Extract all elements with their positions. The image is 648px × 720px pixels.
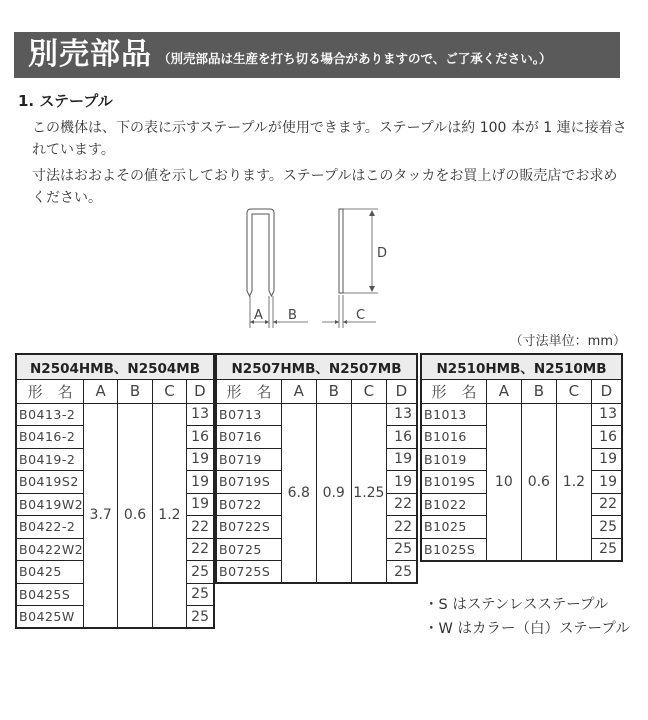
model-cell: B1013 (421, 403, 487, 426)
d-cell: 22 (186, 538, 214, 561)
d-cell: 16 (591, 426, 622, 449)
label-d: D (377, 246, 388, 261)
col-header-a: A (84, 379, 118, 403)
d-cell: 19 (386, 471, 417, 494)
d-cell: 19 (591, 448, 622, 471)
col-header-model: 形 名 (16, 379, 84, 403)
units-label: （寸法単位：mm） (509, 334, 626, 349)
c-value: 1.2 (152, 403, 186, 628)
model-cell: B1025S (421, 538, 487, 561)
a-value: 10 (487, 403, 521, 561)
banner-note: （別売部品は生産を打ち切る場合がありますので、ご了承ください。） (158, 51, 552, 66)
section-banner (14, 32, 620, 78)
d-cell: 16 (386, 426, 417, 449)
c-value: 1.2 (557, 403, 592, 561)
d-cell: 25 (186, 583, 214, 606)
col-header-c: C (557, 379, 592, 403)
col-header-a: A (282, 379, 316, 403)
d-cell: 25 (386, 561, 417, 584)
col-header-a: A (487, 379, 521, 403)
model-cell: B0719 (216, 448, 282, 471)
model-cell: B1022 (421, 493, 487, 516)
d-cell: 13 (386, 403, 417, 426)
d-cell: 19 (591, 471, 622, 494)
model-cell: B0425 (16, 561, 84, 584)
model-cell: B0713 (216, 403, 282, 426)
model-cell: B0425S (16, 583, 84, 606)
section-title: 1. ステープル (18, 92, 113, 110)
d-cell: 19 (186, 471, 214, 494)
label-c: C (356, 308, 366, 323)
d-cell: 13 (186, 403, 214, 426)
col-header-model: 形 名 (421, 379, 487, 403)
staple-table-n2510 (420, 353, 623, 562)
staple-table-n2504 (15, 353, 215, 629)
model-cell: B0413-2 (16, 403, 84, 426)
col-header-b: B (118, 379, 153, 403)
table-group-header: N2507HMB、N2507MB (216, 354, 417, 379)
model-cell: B0722S (216, 516, 282, 539)
model-cell: B0419S2 (16, 471, 84, 494)
note-color: ・W はカラー（白）ステープル (424, 621, 630, 637)
table-row (216, 403, 417, 426)
table-group-header: N2504HMB、N2504MB (16, 354, 214, 379)
label-b: B (288, 308, 297, 323)
d-cell: 22 (386, 493, 417, 516)
model-cell: B0725 (216, 538, 282, 561)
d-cell: 22 (591, 493, 622, 516)
d-cell: 25 (186, 561, 214, 584)
model-cell: B0419W2 (16, 493, 84, 516)
d-cell: 19 (386, 448, 417, 471)
d-cell: 25 (186, 606, 214, 629)
col-header-c: C (351, 379, 386, 403)
model-cell: B0425W (16, 606, 84, 629)
model-cell: B1019 (421, 448, 487, 471)
model-cell: B0725S (216, 561, 282, 584)
model-cell: B0719S (216, 471, 282, 494)
paragraph-dimensions: 寸法はおおよその値を示しております。ステープルはこのタッカをお買上げの販売店でお求めください。 (32, 168, 618, 206)
staple-table-n2507 (215, 353, 418, 584)
paragraph-usage: この機体は、下の表に示すステープルが使用できます。ステープルは約 100 本が 1 連に接着されています。 (32, 120, 627, 158)
model-cell: B0722 (216, 493, 282, 516)
b-value: 0.6 (521, 403, 557, 561)
d-cell: 19 (186, 493, 214, 516)
model-cell: B1016 (421, 426, 487, 449)
a-value: 6.8 (282, 403, 316, 583)
col-header-b: B (521, 379, 557, 403)
model-cell: B0422W2 (16, 538, 84, 561)
model-cell: B0416-2 (16, 426, 84, 449)
d-cell: 25 (591, 516, 622, 539)
model-cell: B0716 (216, 426, 282, 449)
table-group-header: N2510HMB、N2510MB (421, 354, 622, 379)
col-header-c: C (152, 379, 186, 403)
model-cell: B0419-2 (16, 448, 84, 471)
table-row (16, 403, 214, 426)
c-value: 1.25 (351, 403, 386, 583)
label-a: A (254, 308, 263, 323)
col-header-model: 形 名 (216, 379, 282, 403)
b-value: 0.6 (118, 403, 153, 628)
col-header-d: D (591, 379, 622, 403)
banner-title: 別売部品 (28, 37, 152, 72)
table-row (421, 403, 622, 426)
col-header-d: D (186, 379, 214, 403)
notes (424, 593, 630, 641)
model-cell: B1025 (421, 516, 487, 539)
col-header-d: D (386, 379, 417, 403)
d-cell: 16 (186, 426, 214, 449)
d-cell: 22 (186, 516, 214, 539)
d-cell: 25 (386, 538, 417, 561)
d-cell: 13 (591, 403, 622, 426)
d-cell: 25 (591, 538, 622, 561)
staple-dimension-diagram (220, 195, 420, 335)
d-cell: 22 (386, 516, 417, 539)
a-value: 3.7 (84, 403, 118, 628)
col-header-b: B (316, 379, 351, 403)
b-value: 0.9 (316, 403, 351, 583)
model-cell: B1019S (421, 471, 487, 494)
d-cell: 19 (186, 448, 214, 471)
note-stainless: ・S はステンレスステープル (424, 597, 609, 613)
model-cell: B0422-2 (16, 516, 84, 539)
